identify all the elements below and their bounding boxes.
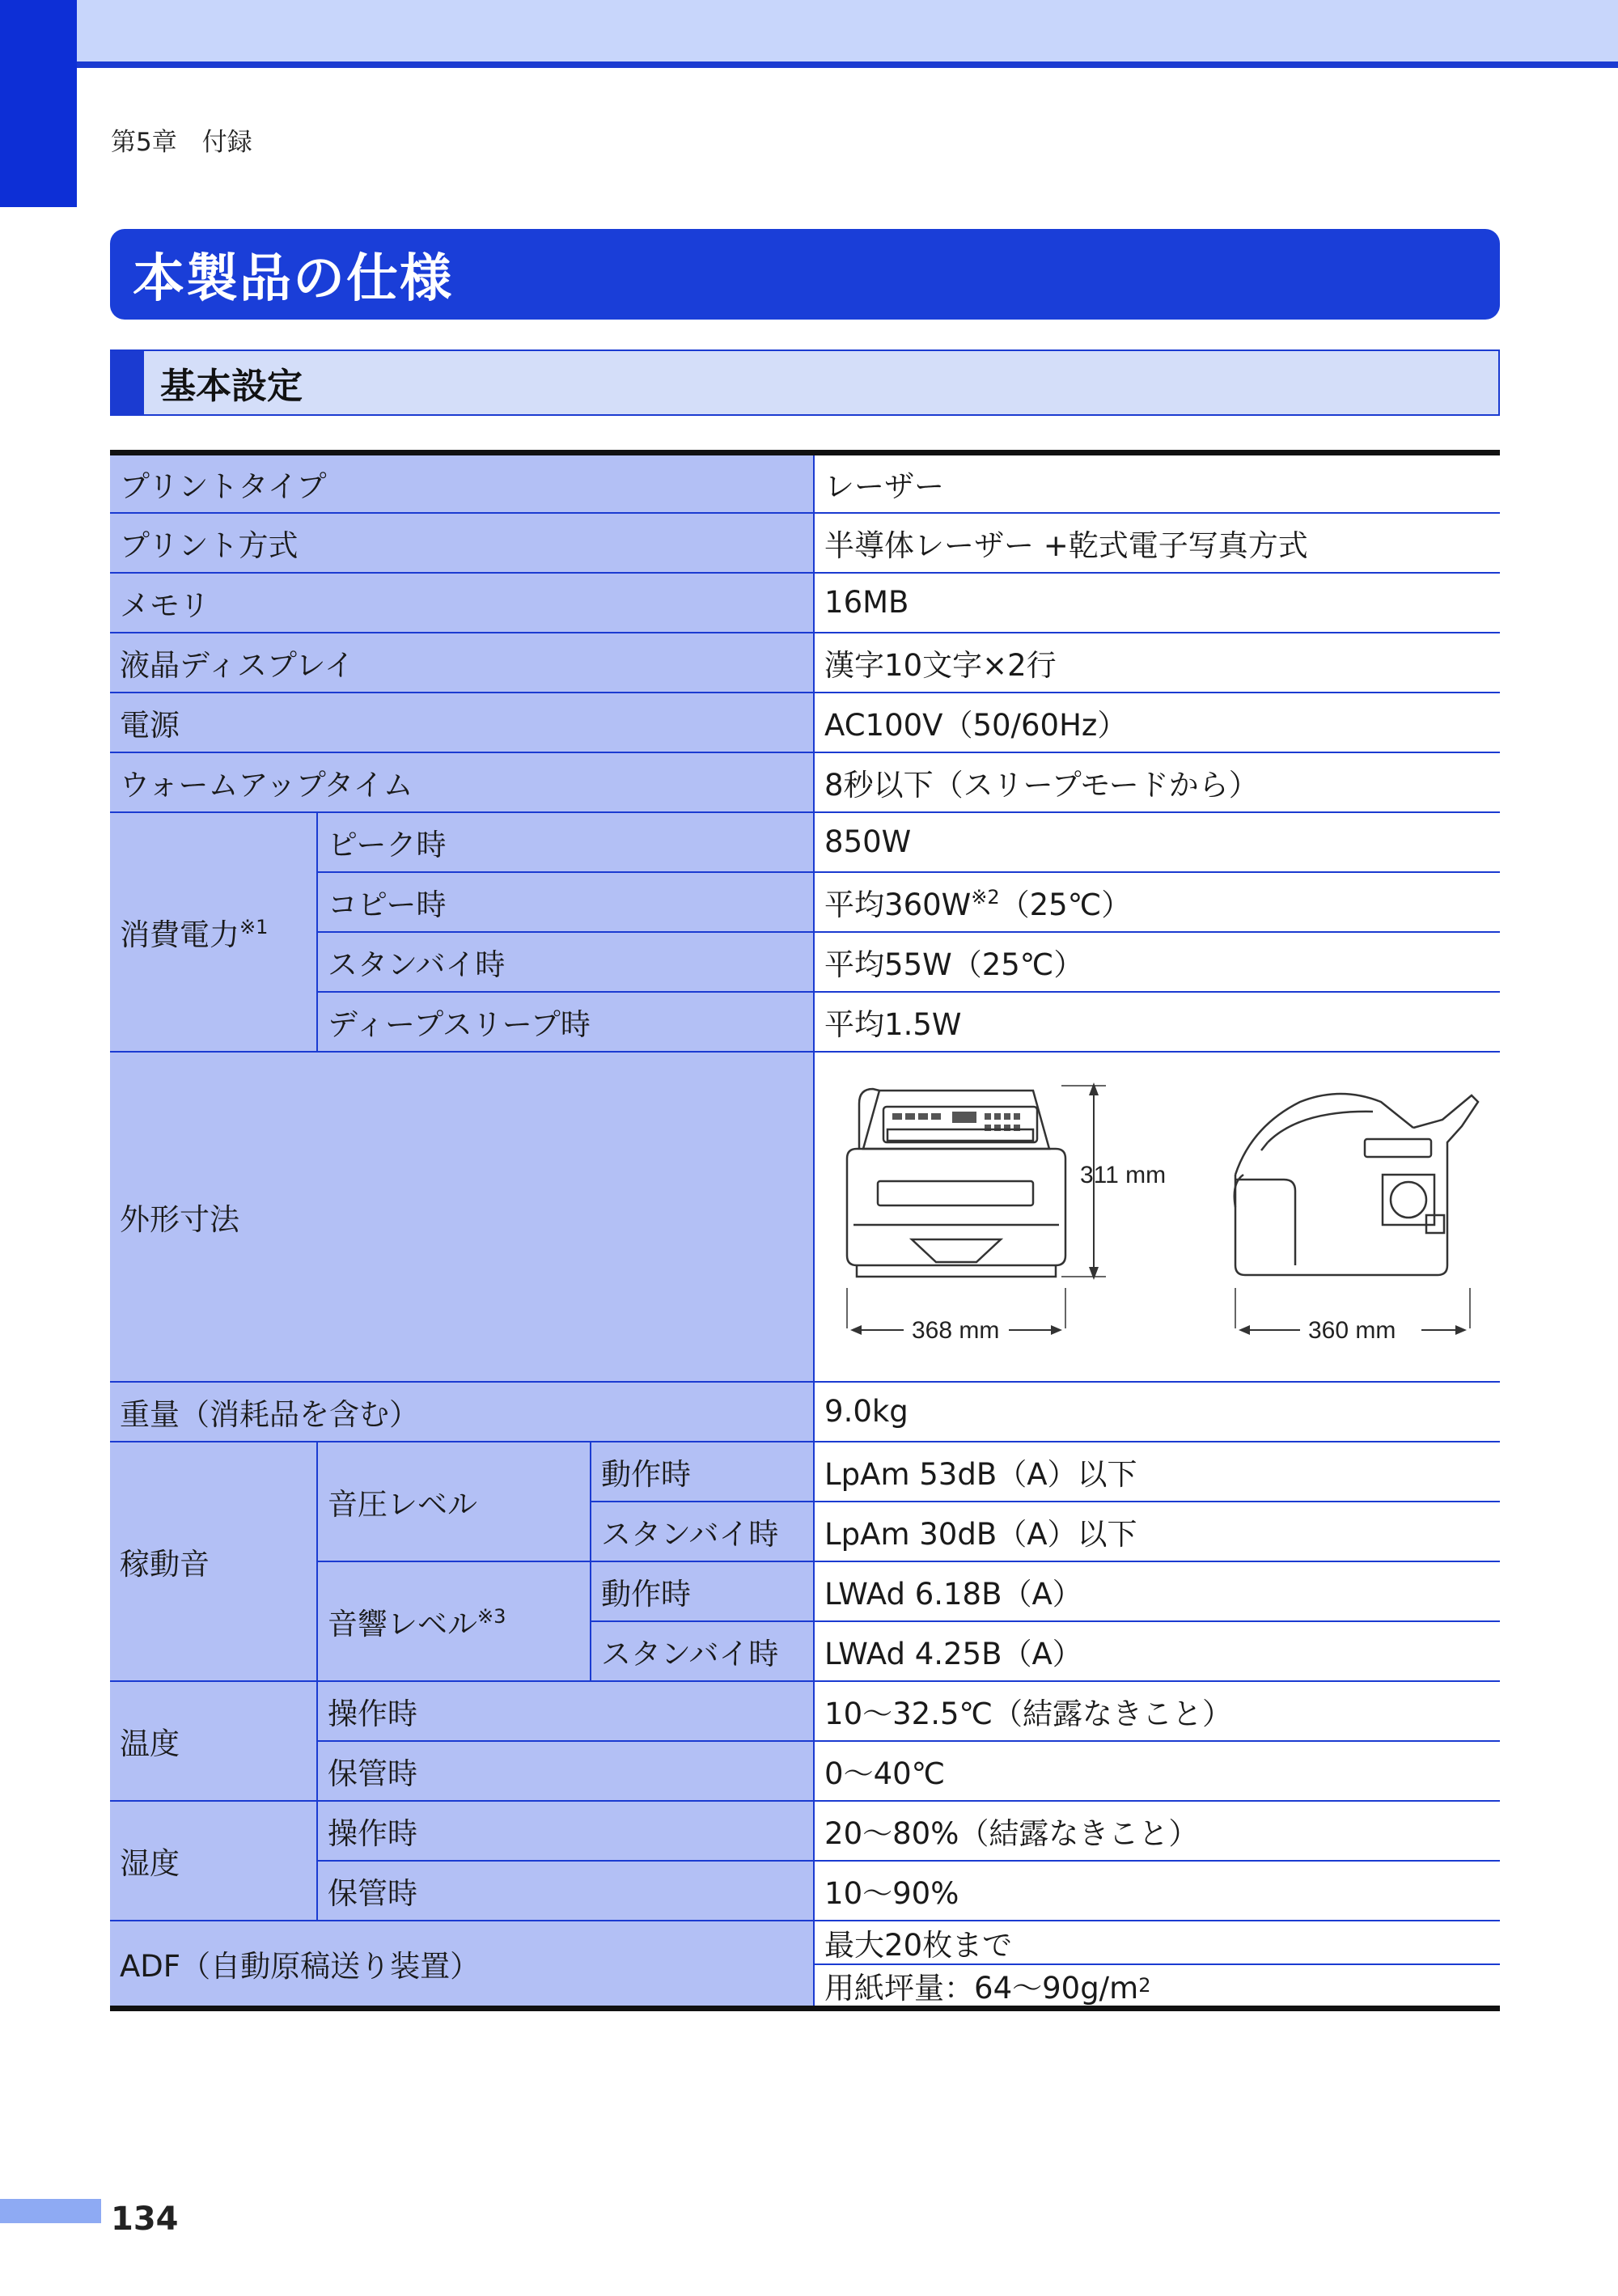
table-row bbox=[110, 1741, 1500, 1801]
adf-paper-weight-text: 用紙坪量：64～90g/m bbox=[824, 1970, 1139, 2006]
row-label: 重量（消耗品を含む） bbox=[110, 1382, 814, 1442]
table-row bbox=[110, 1561, 1500, 1621]
spec-table bbox=[110, 450, 1500, 2011]
printer-side-view-icon bbox=[1235, 1094, 1478, 1275]
row-value: 16MB bbox=[814, 573, 1500, 633]
header-rule bbox=[0, 61, 1618, 68]
row-label: 電源 bbox=[110, 693, 814, 752]
chapter-side-tab bbox=[0, 0, 77, 207]
subgroup-label: 音圧レベル bbox=[317, 1442, 591, 1561]
chapter-label: 第5章 付録 bbox=[111, 128, 252, 157]
row-label: メモリ bbox=[110, 573, 814, 633]
table-row bbox=[110, 573, 1500, 633]
row-label: 操作時 bbox=[317, 1801, 814, 1861]
row-value: 20～80%（結露なきこと） bbox=[814, 1801, 1500, 1861]
row-label: 動作時 bbox=[591, 1561, 814, 1621]
table-row bbox=[110, 1382, 1500, 1442]
row-value bbox=[814, 872, 1500, 932]
dimension-height-label: 311 mm bbox=[1080, 1161, 1167, 1188]
row-label: スタンバイ時 bbox=[591, 1502, 814, 1561]
row-value: LWAd 6.18B（A） bbox=[814, 1561, 1500, 1621]
row-label: 動作時 bbox=[591, 1442, 814, 1502]
section-heading-bar bbox=[110, 349, 1500, 416]
row-label: ウォームアップタイム bbox=[110, 752, 814, 812]
table-row bbox=[110, 1921, 1500, 2009]
dimension-depth-label: 360 mm bbox=[1308, 1316, 1396, 1344]
table-row bbox=[110, 1442, 1500, 1502]
group-label-temperature: 温度 bbox=[110, 1681, 317, 1801]
row-label: 外形寸法 bbox=[110, 1052, 814, 1382]
group-label-consumption bbox=[110, 812, 317, 1052]
group-label-text: 消費電力 bbox=[120, 917, 239, 952]
row-value: 半導体レーザー +乾式電子写真方式 bbox=[814, 513, 1500, 573]
row-value: 9.0kg bbox=[814, 1382, 1500, 1442]
row-value-text: （25℃） bbox=[999, 887, 1132, 922]
table-row bbox=[110, 453, 1500, 513]
row-value: 平均55W（25℃） bbox=[814, 932, 1500, 992]
row-value: レーザー bbox=[814, 453, 1500, 513]
row-label: プリントタイプ bbox=[110, 453, 814, 513]
row-label: ピーク時 bbox=[317, 812, 814, 872]
row-value: 850W bbox=[814, 812, 1500, 872]
row-label: コピー時 bbox=[317, 872, 814, 932]
row-label: スタンバイ時 bbox=[591, 1621, 814, 1681]
footnote-marker: ※2 bbox=[971, 885, 1000, 909]
page-number: 134 bbox=[111, 2201, 179, 2238]
dimensions-illustration bbox=[814, 1052, 1500, 1382]
row-value: LpAm 53dB（A）以下 bbox=[814, 1442, 1500, 1502]
table-row bbox=[110, 752, 1500, 812]
adf-capacity: 最大20枚まで bbox=[824, 1927, 1013, 1963]
table-row bbox=[110, 513, 1500, 573]
row-value: AC100V（50/60Hz） bbox=[814, 693, 1500, 752]
row-label: スタンバイ時 bbox=[317, 932, 814, 992]
table-row bbox=[110, 633, 1500, 693]
printer-dimension-diagram bbox=[815, 1053, 1500, 1380]
header-band bbox=[0, 0, 1618, 63]
table-row bbox=[110, 872, 1500, 932]
row-label: ADF（自動原稿送り装置） bbox=[110, 1921, 814, 2009]
footnote-marker: ※1 bbox=[239, 915, 269, 938]
row-value: 平均1.5W bbox=[814, 992, 1500, 1052]
row-value: 10～90% bbox=[814, 1861, 1500, 1921]
table-row bbox=[110, 1801, 1500, 1861]
table-row bbox=[110, 932, 1500, 992]
row-label: プリント方式 bbox=[110, 513, 814, 573]
table-row bbox=[110, 992, 1500, 1052]
row-value: 0～40℃ bbox=[814, 1741, 1500, 1801]
row-value: LWAd 4.25B（A） bbox=[814, 1621, 1500, 1681]
table-row bbox=[110, 1052, 1500, 1382]
adf-paper-weight: 用紙坪量：64～90g/m 2 bbox=[815, 1963, 1500, 2006]
table-row bbox=[110, 812, 1500, 872]
footnote-marker: ※3 bbox=[477, 1604, 506, 1628]
section-heading: 基本設定 bbox=[160, 366, 303, 407]
subgroup-label bbox=[317, 1561, 591, 1681]
dimension-width-label: 368 mm bbox=[912, 1316, 1000, 1344]
row-label: 液晶ディスプレイ bbox=[110, 633, 814, 693]
page-title: 本製品の仕様 bbox=[133, 249, 453, 309]
row-label: ディープスリープ時 bbox=[317, 992, 814, 1052]
row-value-text: 平均360W bbox=[824, 887, 972, 922]
page-number-band bbox=[0, 2199, 101, 2223]
table-row bbox=[110, 1681, 1500, 1741]
row-value: 漢字10文字×2行 bbox=[814, 633, 1500, 693]
row-value: LpAm 30dB（A）以下 bbox=[814, 1502, 1500, 1561]
page-title-bar bbox=[110, 229, 1500, 320]
row-label: 保管時 bbox=[317, 1741, 814, 1801]
group-label-noise: 稼動音 bbox=[110, 1442, 317, 1681]
printer-front-view-icon bbox=[847, 1089, 1065, 1277]
row-value bbox=[814, 1921, 1500, 2009]
table-row bbox=[110, 693, 1500, 752]
row-label: 保管時 bbox=[317, 1861, 814, 1921]
table-row bbox=[110, 1861, 1500, 1921]
subgroup-label-text: 音響レベル bbox=[328, 1606, 477, 1642]
group-label-humidity: 湿度 bbox=[110, 1801, 317, 1921]
row-label: 操作時 bbox=[317, 1681, 814, 1741]
row-value: 8秒以下（スリープモードから） bbox=[814, 752, 1500, 812]
row-value: 10～32.5℃（結露なきこと） bbox=[814, 1681, 1500, 1741]
section-marker bbox=[112, 351, 144, 414]
